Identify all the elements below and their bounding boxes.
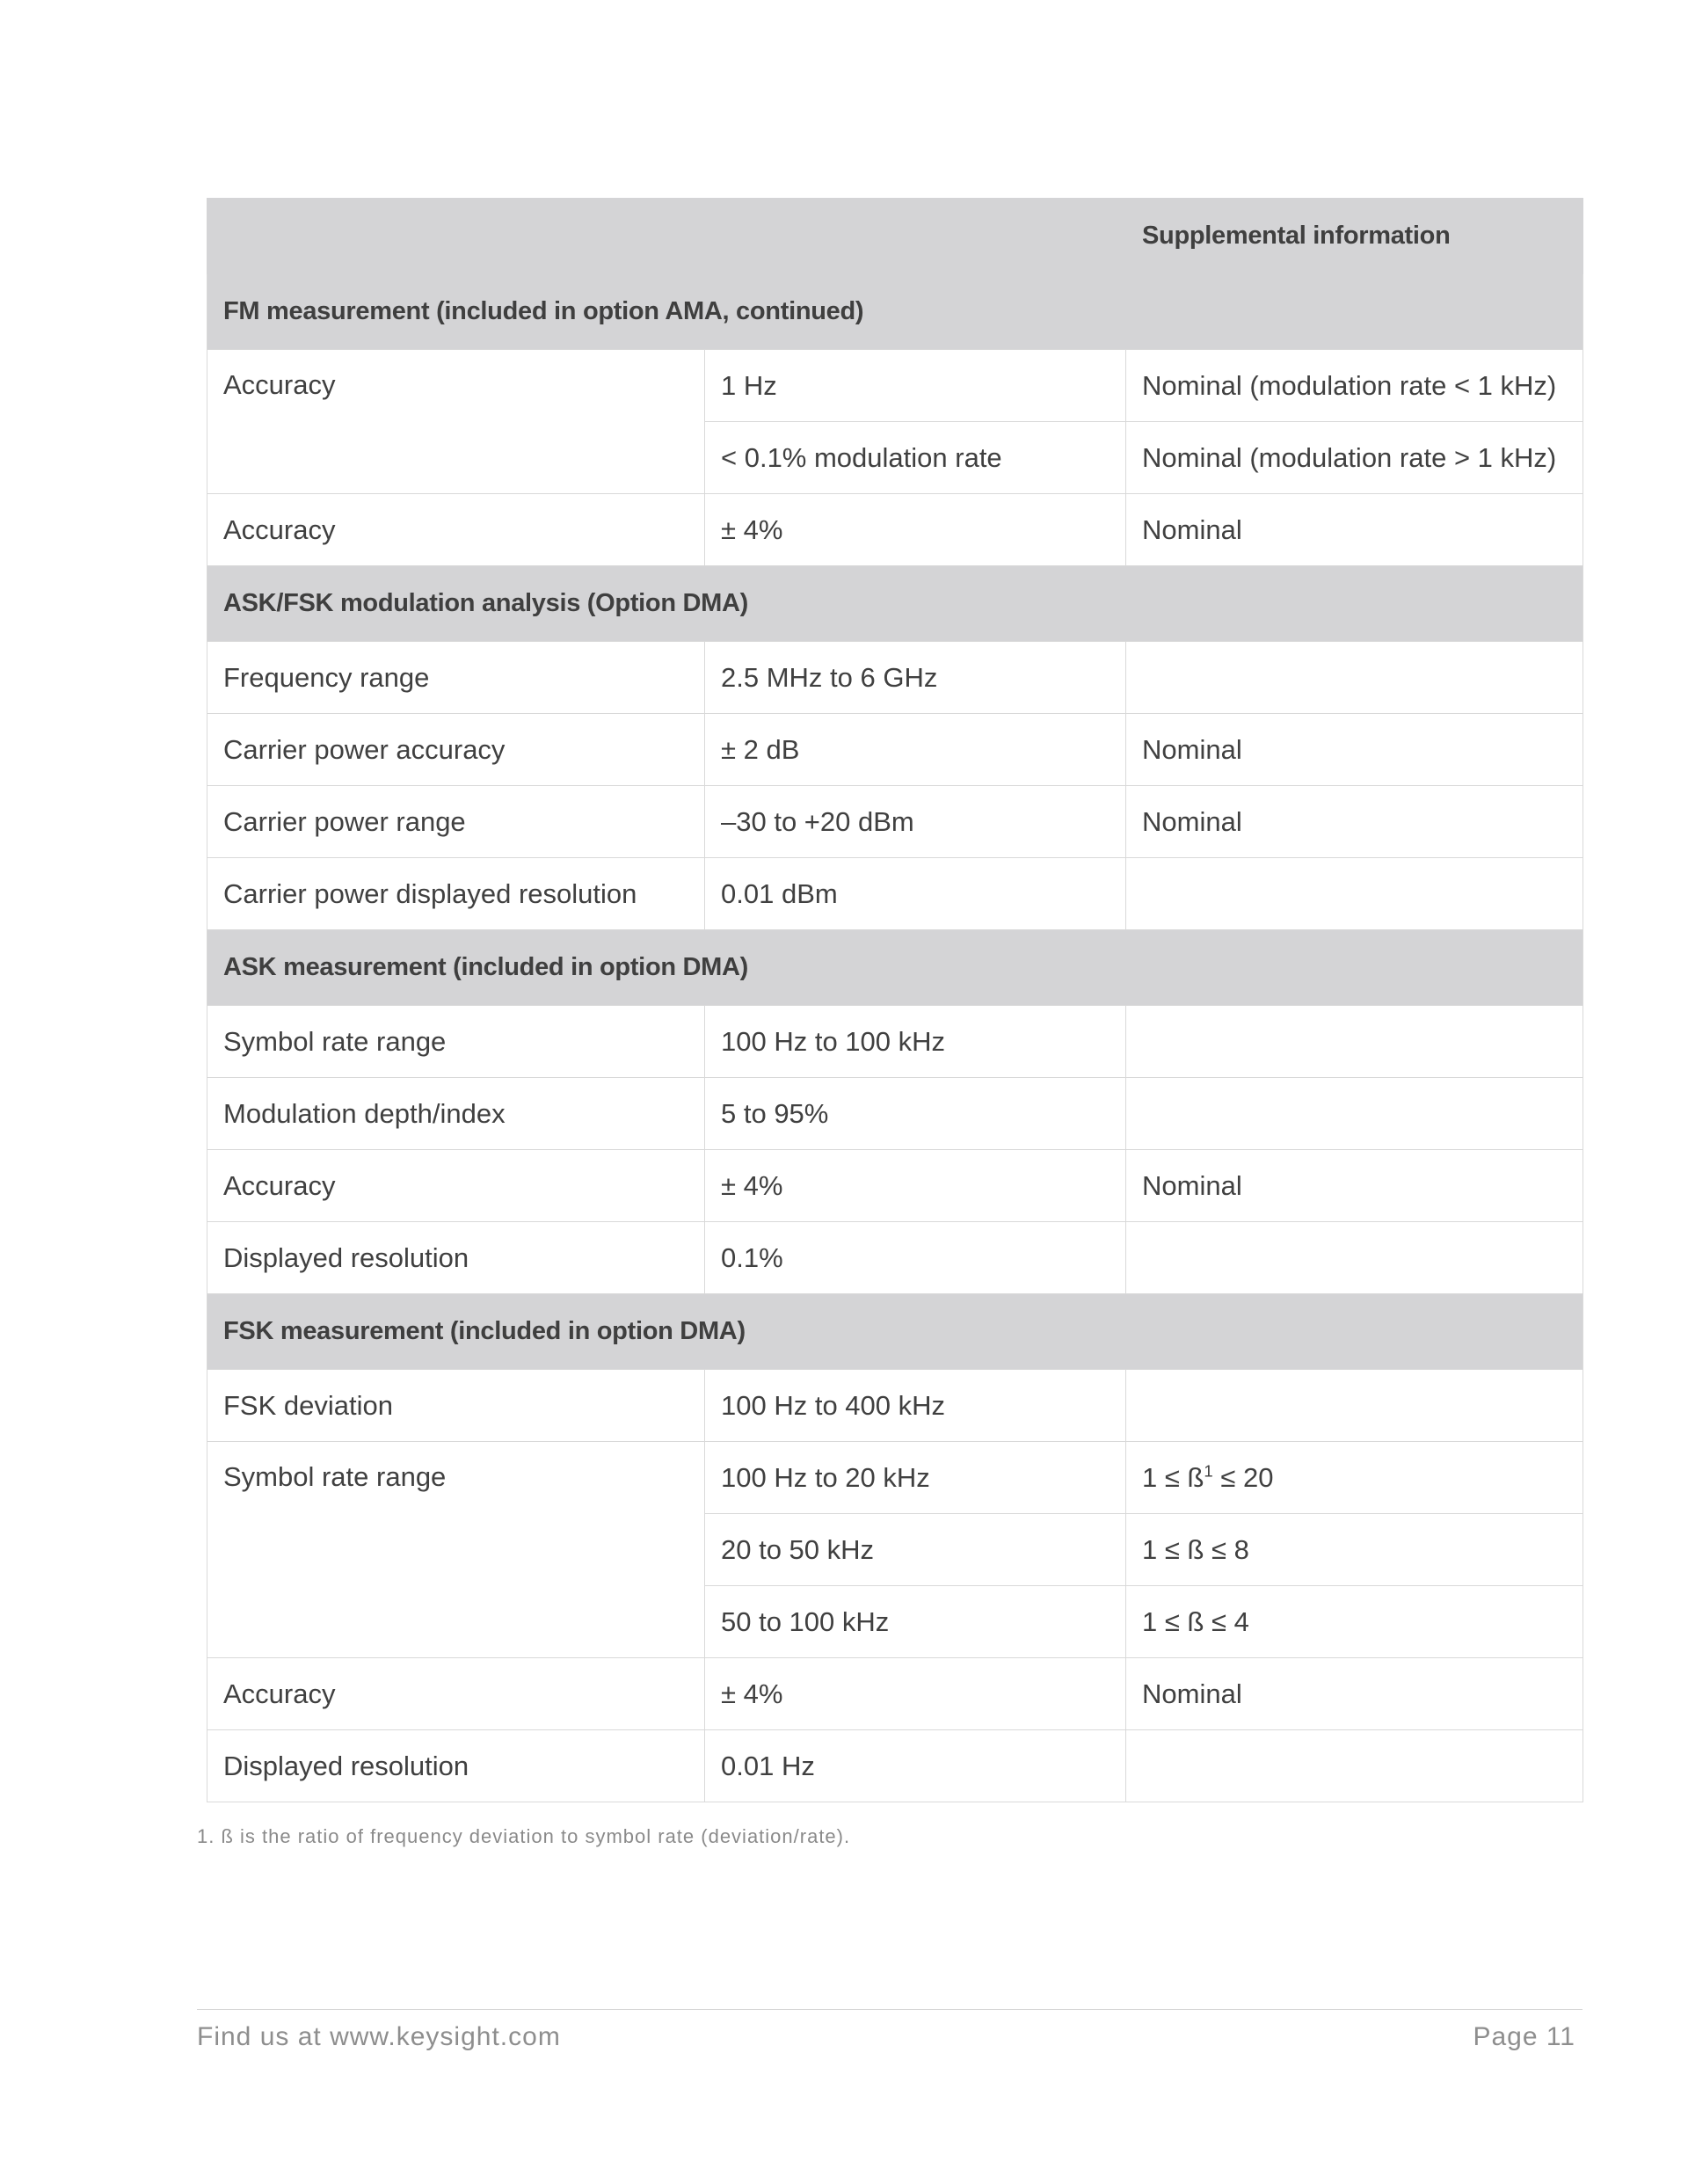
row-value: 0.1% <box>705 1222 1126 1294</box>
row-note <box>1126 1442 1583 1514</box>
section-title: FSK measurement (included in option DMA) <box>207 1294 1583 1370</box>
section-header-ask <box>207 930 1583 1006</box>
row-note: 1 ≤ ß ≤ 8 <box>1126 1514 1583 1586</box>
table-row <box>207 1730 1583 1802</box>
footer-divider <box>197 2009 1582 2010</box>
row-label: Accuracy <box>207 350 705 494</box>
row-label: Carrier power range <box>207 786 705 858</box>
row-label: Symbol rate range <box>207 1006 705 1078</box>
footnote: 1. ß is the ratio of frequency deviation to symbol rate (deviation/rate). <box>197 1825 851 1847</box>
table-row <box>207 642 1583 714</box>
row-label: Carrier power displayed resolution <box>207 858 705 930</box>
row-note: Nominal (modulation rate < 1 kHz) <box>1126 350 1583 422</box>
row-note: Nominal <box>1126 1150 1583 1222</box>
note-text: ≤ 20 <box>1212 1461 1274 1493</box>
table-row <box>207 1078 1583 1150</box>
table-row <box>207 1222 1583 1294</box>
row-note: Nominal (modulation rate > 1 kHz) <box>1126 422 1583 494</box>
row-value: 100 Hz to 400 kHz <box>705 1370 1126 1442</box>
row-value: < 0.1% modulation rate <box>705 422 1126 494</box>
table-header-row <box>207 199 1583 274</box>
footer-website-link[interactable]: Find us at www.keysight.com <box>197 2022 561 2051</box>
row-label: Symbol rate range <box>207 1442 705 1658</box>
row-note: Nominal <box>1126 494 1583 566</box>
section-title: ASK measurement (included in option DMA) <box>207 930 1583 1006</box>
table-row <box>207 1442 1583 1514</box>
section-header-fm <box>207 274 1583 350</box>
row-label: Accuracy <box>207 494 705 566</box>
section-title: ASK/FSK modulation analysis (Option DMA) <box>207 566 1583 642</box>
row-value: ± 4% <box>705 1658 1126 1730</box>
row-label: Frequency range <box>207 642 705 714</box>
table-row <box>207 858 1583 930</box>
spec-table <box>207 198 1583 1802</box>
row-note <box>1126 1006 1583 1078</box>
section-header-fsk <box>207 1294 1583 1370</box>
row-label: Carrier power accuracy <box>207 714 705 786</box>
footnote-marker: 1 <box>1204 1461 1213 1481</box>
row-note <box>1126 1222 1583 1294</box>
row-value: 1 Hz <box>705 350 1126 422</box>
row-label: Displayed resolution <box>207 1730 705 1802</box>
row-note <box>1126 642 1583 714</box>
section-header-askfsk <box>207 566 1583 642</box>
note-text: 1 ≤ ß <box>1142 1461 1204 1493</box>
row-value: 50 to 100 kHz <box>705 1586 1126 1658</box>
row-label: Accuracy <box>207 1150 705 1222</box>
row-value: ± 4% <box>705 494 1126 566</box>
row-value: –30 to +20 dBm <box>705 786 1126 858</box>
row-note <box>1126 1370 1583 1442</box>
row-note: Nominal <box>1126 786 1583 858</box>
row-value: 20 to 50 kHz <box>705 1514 1126 1586</box>
table-row <box>207 350 1583 422</box>
row-value: 0.01 dBm <box>705 858 1126 930</box>
row-value: ± 2 dB <box>705 714 1126 786</box>
table-row <box>207 1370 1583 1442</box>
table-row <box>207 1150 1583 1222</box>
row-label: Accuracy <box>207 1658 705 1730</box>
row-label: FSK deviation <box>207 1370 705 1442</box>
row-label: Modulation depth/index <box>207 1078 705 1150</box>
row-value: 100 Hz to 20 kHz <box>705 1442 1126 1514</box>
table-row <box>207 1006 1583 1078</box>
row-note <box>1126 1730 1583 1802</box>
row-label: Displayed resolution <box>207 1222 705 1294</box>
row-note: Nominal <box>1126 714 1583 786</box>
section-title: FM measurement (included in option AMA, continued) <box>207 274 1583 350</box>
row-value: ± 4% <box>705 1150 1126 1222</box>
row-value: 2.5 MHz to 6 GHz <box>705 642 1126 714</box>
table-row <box>207 786 1583 858</box>
row-value: 0.01 Hz <box>705 1730 1126 1802</box>
header-cell <box>207 199 705 274</box>
header-cell <box>705 199 1126 274</box>
row-note <box>1126 858 1583 930</box>
row-value: 100 Hz to 100 kHz <box>705 1006 1126 1078</box>
page-number: Page 11 <box>1473 2022 1575 2051</box>
table-row <box>207 494 1583 566</box>
row-value: 5 to 95% <box>705 1078 1126 1150</box>
header-supplemental-information: Supplemental information <box>1126 199 1583 274</box>
table-row <box>207 714 1583 786</box>
row-note: Nominal <box>1126 1658 1583 1730</box>
table-row <box>207 1658 1583 1730</box>
row-note: 1 ≤ ß ≤ 4 <box>1126 1586 1583 1658</box>
row-note <box>1126 1078 1583 1150</box>
